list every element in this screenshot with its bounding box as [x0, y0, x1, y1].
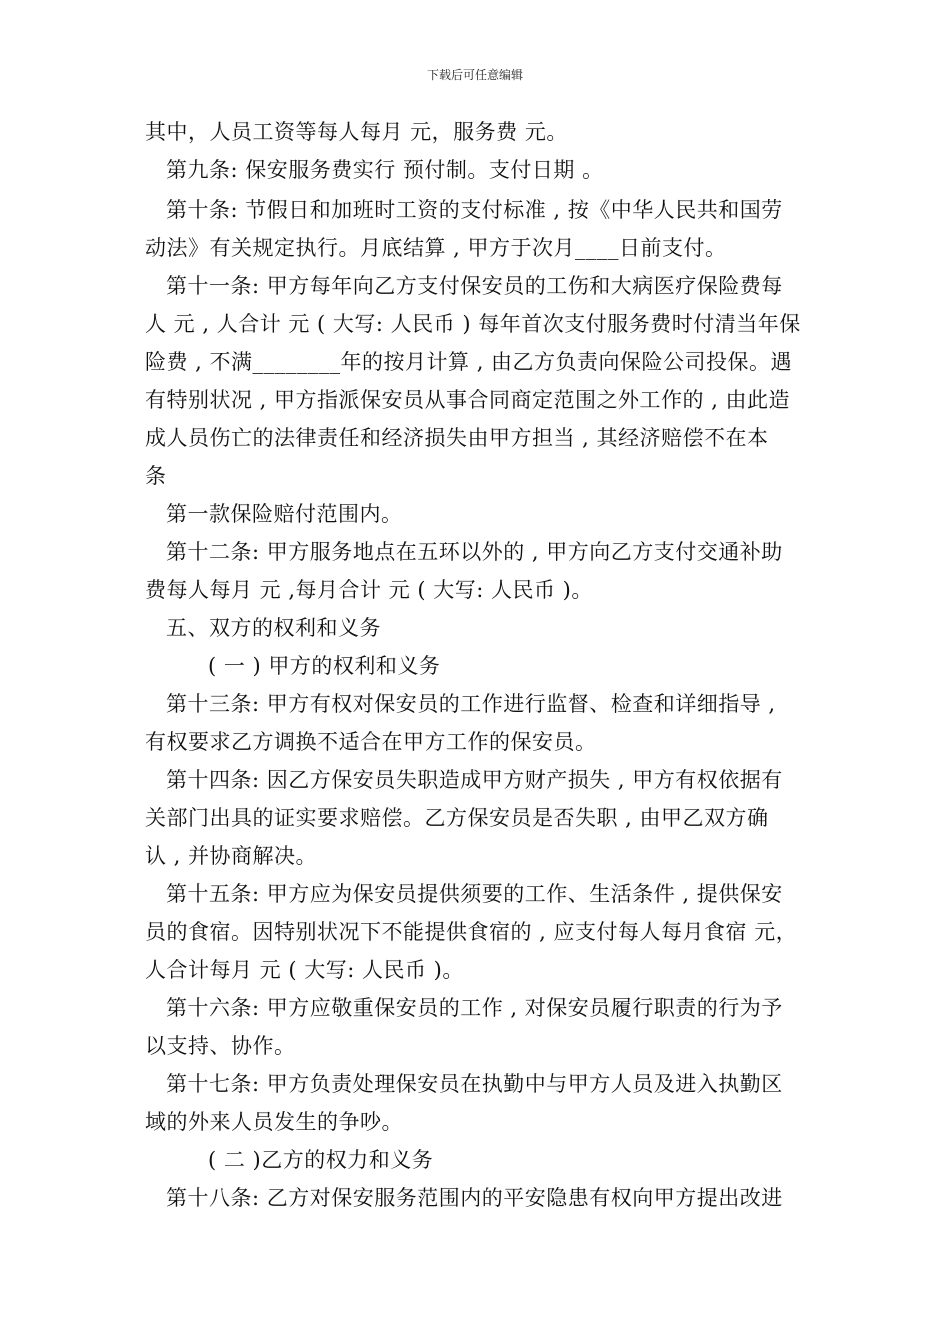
section-heading: 五、双方的权利和义务 [166, 616, 381, 640]
text-line: 关部门出具的证实要求赔偿。乙方保安员是否失职 , 由甲乙双方确 [145, 806, 769, 830]
text-line: 条 [145, 464, 167, 488]
text-line: 域的外来人员发生的争吵。 [145, 1110, 403, 1134]
subsection-heading: ( 一 ) 甲方的权利和义务 [208, 654, 441, 678]
text-line: 人 元 , 人合计 元 ( 大写: 人民币 ) 每年首次支付服务费时付清当年保 [145, 312, 801, 336]
text-line: 第十七条: 甲方负责处理保安员在执勤中与甲方人员及进入执勤区 [166, 1072, 783, 1096]
page-header: 下载后可任意编辑 [426, 68, 523, 82]
text-line: 人合计每月 元 ( 大写: 人民币 )。 [145, 958, 464, 982]
text-line: 险费 , 不满________年的按月计算 , 由乙方负责向保险公司投保。遇 [145, 350, 793, 374]
text-line: 第九条: 保安服务费实行 预付制。支付日期 。 [166, 158, 604, 182]
text-line: 第十五条: 甲方应为保安员提供须要的工作、生活条件 , 提供保安 [166, 882, 783, 906]
text-line: 成人员伤亡的法律责任和经济损失由甲方担当 , 其经济赔偿不在本 [145, 426, 769, 450]
text-line: 认 , 并协商解决。 [145, 844, 318, 868]
text-line: 第一款保险赔付范围内。 [166, 502, 403, 526]
text-line: 第十六条: 甲方应敬重保安员的工作 , 对保安员履行职责的行为予 [166, 996, 783, 1020]
text-line: 第十二条: 甲方服务地点在五环以外的 , 甲方向乙方支付交通补助 [166, 540, 783, 564]
subsection-heading: ( 二 )乙方的权力和义务 [208, 1148, 434, 1172]
text-line: 有权要求乙方调换不适合在甲方工作的保安员。 [145, 730, 597, 754]
text-line: 第十四条: 因乙方保安员失职造成甲方财产损失 , 甲方有权依据有 [166, 768, 783, 792]
text-line: 第十三条: 甲方有权对保安员的工作进行监督、检查和详细指导 , [166, 692, 776, 716]
text-line: 有特别状况 , 甲方指派保安员从事合同商定范围之外工作的 , 由此造 [145, 388, 791, 412]
text-line: 动法》有关规定执行。月底结算 , 甲方于次月____日前支付。 [145, 236, 727, 260]
text-line: 费每人每月 元 ,每月合计 元 ( 大写: 人民币 )。 [145, 578, 593, 602]
text-line: 第十八条: 乙方对保安服务范围内的平安隐患有权向甲方提出改进 [166, 1186, 783, 1210]
text-line: 第十条: 节假日和加班时工资的支付标准 , 按《中华人民共和国劳 [166, 198, 783, 222]
text-line: 以支持、协作。 [145, 1034, 296, 1058]
text-line: 其中，人员工资等每人每月 元，服务费 元。 [145, 120, 568, 144]
text-line: 员的食宿。因特别状况下不能提供食宿的 , 应支付每人每月食宿 元， [145, 920, 798, 944]
text-line: 第十一条: 甲方每年向乙方支付保安员的工伤和大病医疗保险费每 [166, 274, 783, 298]
